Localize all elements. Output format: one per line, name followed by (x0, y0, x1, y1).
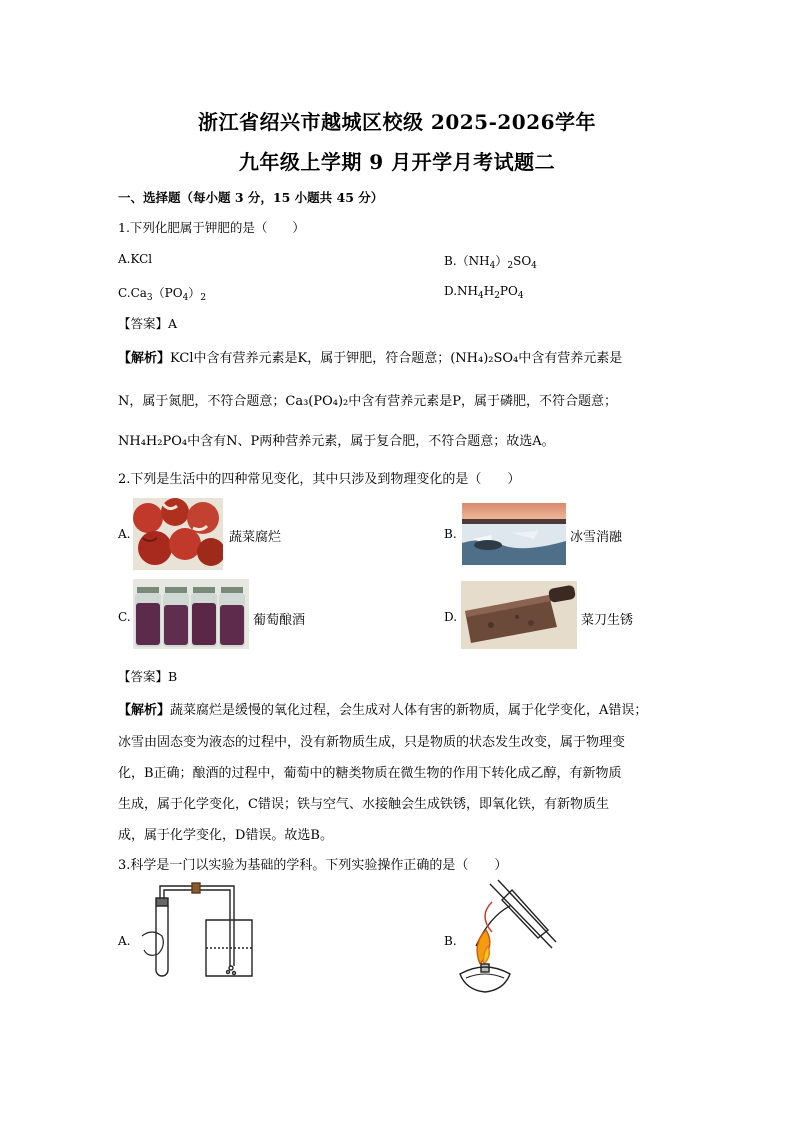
q2-option-a-letter: A. (118, 527, 131, 541)
q3-option-a-letter: A. (118, 934, 131, 948)
q2-analysis-line2: 冰雪由固态变为液态的过程中，没有新物质生成，只是物质的状态发生改变，属于物理变 (118, 735, 626, 750)
q2-option-c-label: 葡萄酿酒 (253, 613, 306, 628)
rusty-knife-image (461, 581, 577, 649)
q2-option-d-label: 菜刀生锈 (581, 613, 634, 628)
q3-stem: 3.科学是一门以实验为基础的学科。下列实验操作正确的是（ ） (118, 858, 508, 873)
q1-stem: 1.下列化肥属于钾肥的是（ ） (118, 220, 305, 235)
test-tube-heating-diagram (452, 878, 562, 998)
q1-analysis-line2: N，属于氮肥，不符合题意；Ca₃(PO₄)₂中含有营养元素是P，属于磷肥，不符合题意； (118, 394, 618, 409)
q2-option-a-label: 蔬菜腐烂 (229, 530, 282, 545)
q1-option-b: $B.(NH_4)_2SO_4$ (444, 254, 537, 271)
q2-analysis-line3: 化，B正确；酿酒的过程中，葡萄中的糖类物质在微生物的作用下转化成乙醇，有新物质 (118, 766, 622, 781)
q3-option-b-letter: B. (444, 934, 457, 948)
melting-snow-image (462, 503, 566, 565)
q2-analysis-line4: 生成，属于化学变化，C错误；铁与空气、水接触会生成铁锈，即氧化铁，有新物质生 (118, 797, 609, 812)
q1-analysis-line3: NH₄H₂PO₄中含有N、P两种营养元素，属于复合肥，不符合题意；故选A。 (118, 434, 555, 449)
q1-option-a: A.KCl (118, 252, 153, 266)
airtightness-check-diagram (134, 880, 264, 980)
page-title-line1: 浙江省绍兴市越城区校级 2025-2026学年 (197, 110, 597, 134)
q1-answer: 【答案】A (118, 316, 178, 331)
rotten-vegetables-image (133, 498, 223, 570)
q2-option-b-label: 冰雪消融 (570, 530, 623, 545)
q2-option-d-letter: D. (444, 610, 458, 624)
q2-option-c-letter: C. (118, 610, 131, 624)
q2-answer: 【答案】B (118, 669, 178, 684)
q2-stem: 2.下列是生活中的四种常见变化，其中只涉及到物理变化的是（ ） (118, 472, 521, 487)
q2-analysis-line1: 【解析】蔬菜腐烂是缓慢的氧化过程，会生成对人体有害的新物质，属于化学变化，A错误； (118, 703, 648, 718)
page-title-line2: 九年级上学期 9 月开学月考试题二 (238, 150, 556, 174)
grape-wine-jars-image (133, 579, 249, 649)
section-heading: 一、选择题（每小题 3 分，15 小题共 45 分） (118, 190, 384, 205)
q1-option-c: $C.Ca_3(PO_4)_2$ (118, 286, 207, 303)
q1-analysis-line1: 【解析】KCl中含有营养元素是K，属于钾肥，符合题意；(NH₄)₂SO₄中含有营养元素是 (118, 351, 623, 366)
q2-option-b-letter: B. (444, 527, 457, 541)
q2-analysis-line5: 成，属于化学变化，D错误。故选B。 (118, 828, 333, 843)
q1-option-d: $D.NH_4H_2PO_4$ (444, 284, 524, 301)
